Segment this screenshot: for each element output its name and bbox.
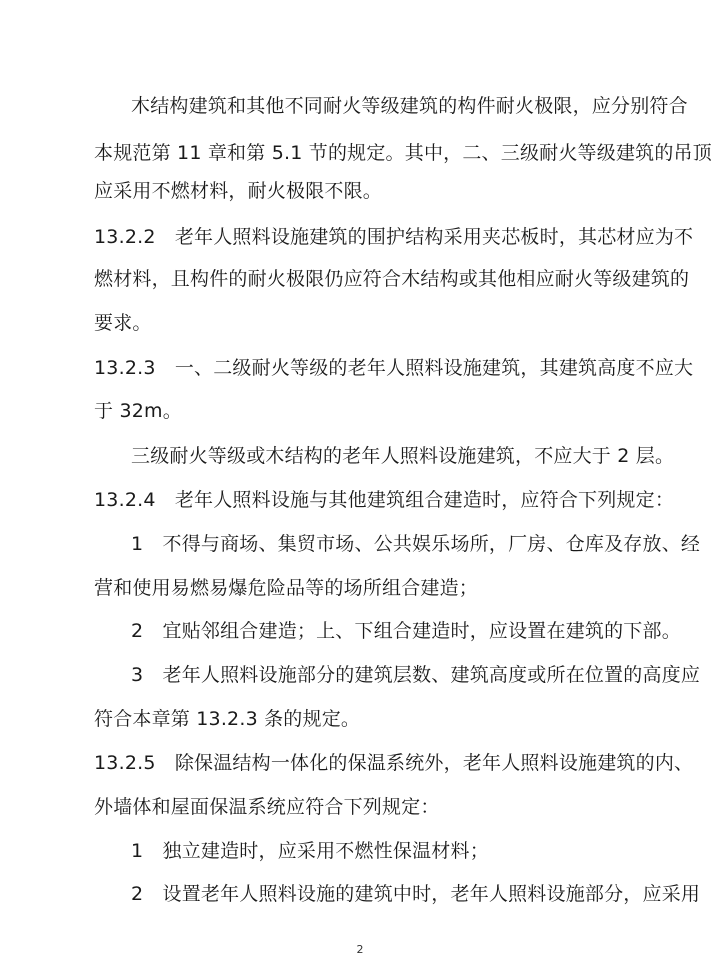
paragraph-line: 营和使用易燃易爆危险品等的场所组合建造； bbox=[94, 577, 479, 599]
paragraph-line: 燃材料，且构件的耐火极限仍应符合木结构或其他相应耐火等级建筑的 bbox=[94, 268, 690, 290]
list-item-line: 1 不得与商场、集贸市场、公共娱乐场所，厂房、仓库及存放、经 bbox=[131, 533, 701, 555]
paragraph-line: 要求。 bbox=[94, 312, 152, 334]
section-13-2-3-line: 13.2.3 一、二级耐火等级的老年人照料设施建筑，其建筑高度不应大 bbox=[94, 357, 694, 379]
page-number: 2 bbox=[356, 943, 364, 956]
list-item-line: 2 宜贴邻组合建造；上、下组合建造时，应设置在建筑的下部。 bbox=[131, 620, 681, 642]
paragraph-line: 符合本章第 13.2.3 条的规定。 bbox=[94, 708, 361, 730]
paragraph-line: 木结构建筑和其他不同耐火等级建筑的构件耐火极限，应分别符合 bbox=[131, 95, 688, 117]
section-13-2-4-line: 13.2.4 老年人照料设施与其他建筑组合建造时，应符合下列规定： bbox=[94, 489, 675, 511]
paragraph-line: 应采用不燃材料，耐火极限不限。 bbox=[94, 180, 383, 202]
paragraph-line: 外墙体和屋面保温系统应符合下列规定： bbox=[94, 796, 440, 818]
section-13-2-2-line: 13.2.2 老年人照料设施建筑的围护结构采用夹芯板时，其芯材应为不 bbox=[94, 226, 694, 248]
list-item-line: 3 老年人照料设施部分的建筑层数、建筑高度或所在位置的高度应 bbox=[131, 664, 701, 686]
paragraph-line: 本规范第 11 章和第 5.1 节的规定。其中，二、三级耐火等级建筑的吊顶 bbox=[94, 142, 712, 164]
list-item-line: 1 独立建造时，应采用不燃性保温材料； bbox=[131, 840, 489, 862]
paragraph-line: 于 32m。 bbox=[94, 400, 182, 422]
list-item-line: 2 设置老年人照料设施的建筑中时，老年人照料设施部分，应采用 bbox=[131, 883, 701, 905]
section-13-2-5-line: 13.2.5 除保温结构一体化的保温系统外，老年人照料设施建筑的内、 bbox=[94, 752, 694, 774]
paragraph-line: 三级耐火等级或木结构的老年人照料设施建筑，不应大于 2 层。 bbox=[131, 445, 675, 467]
